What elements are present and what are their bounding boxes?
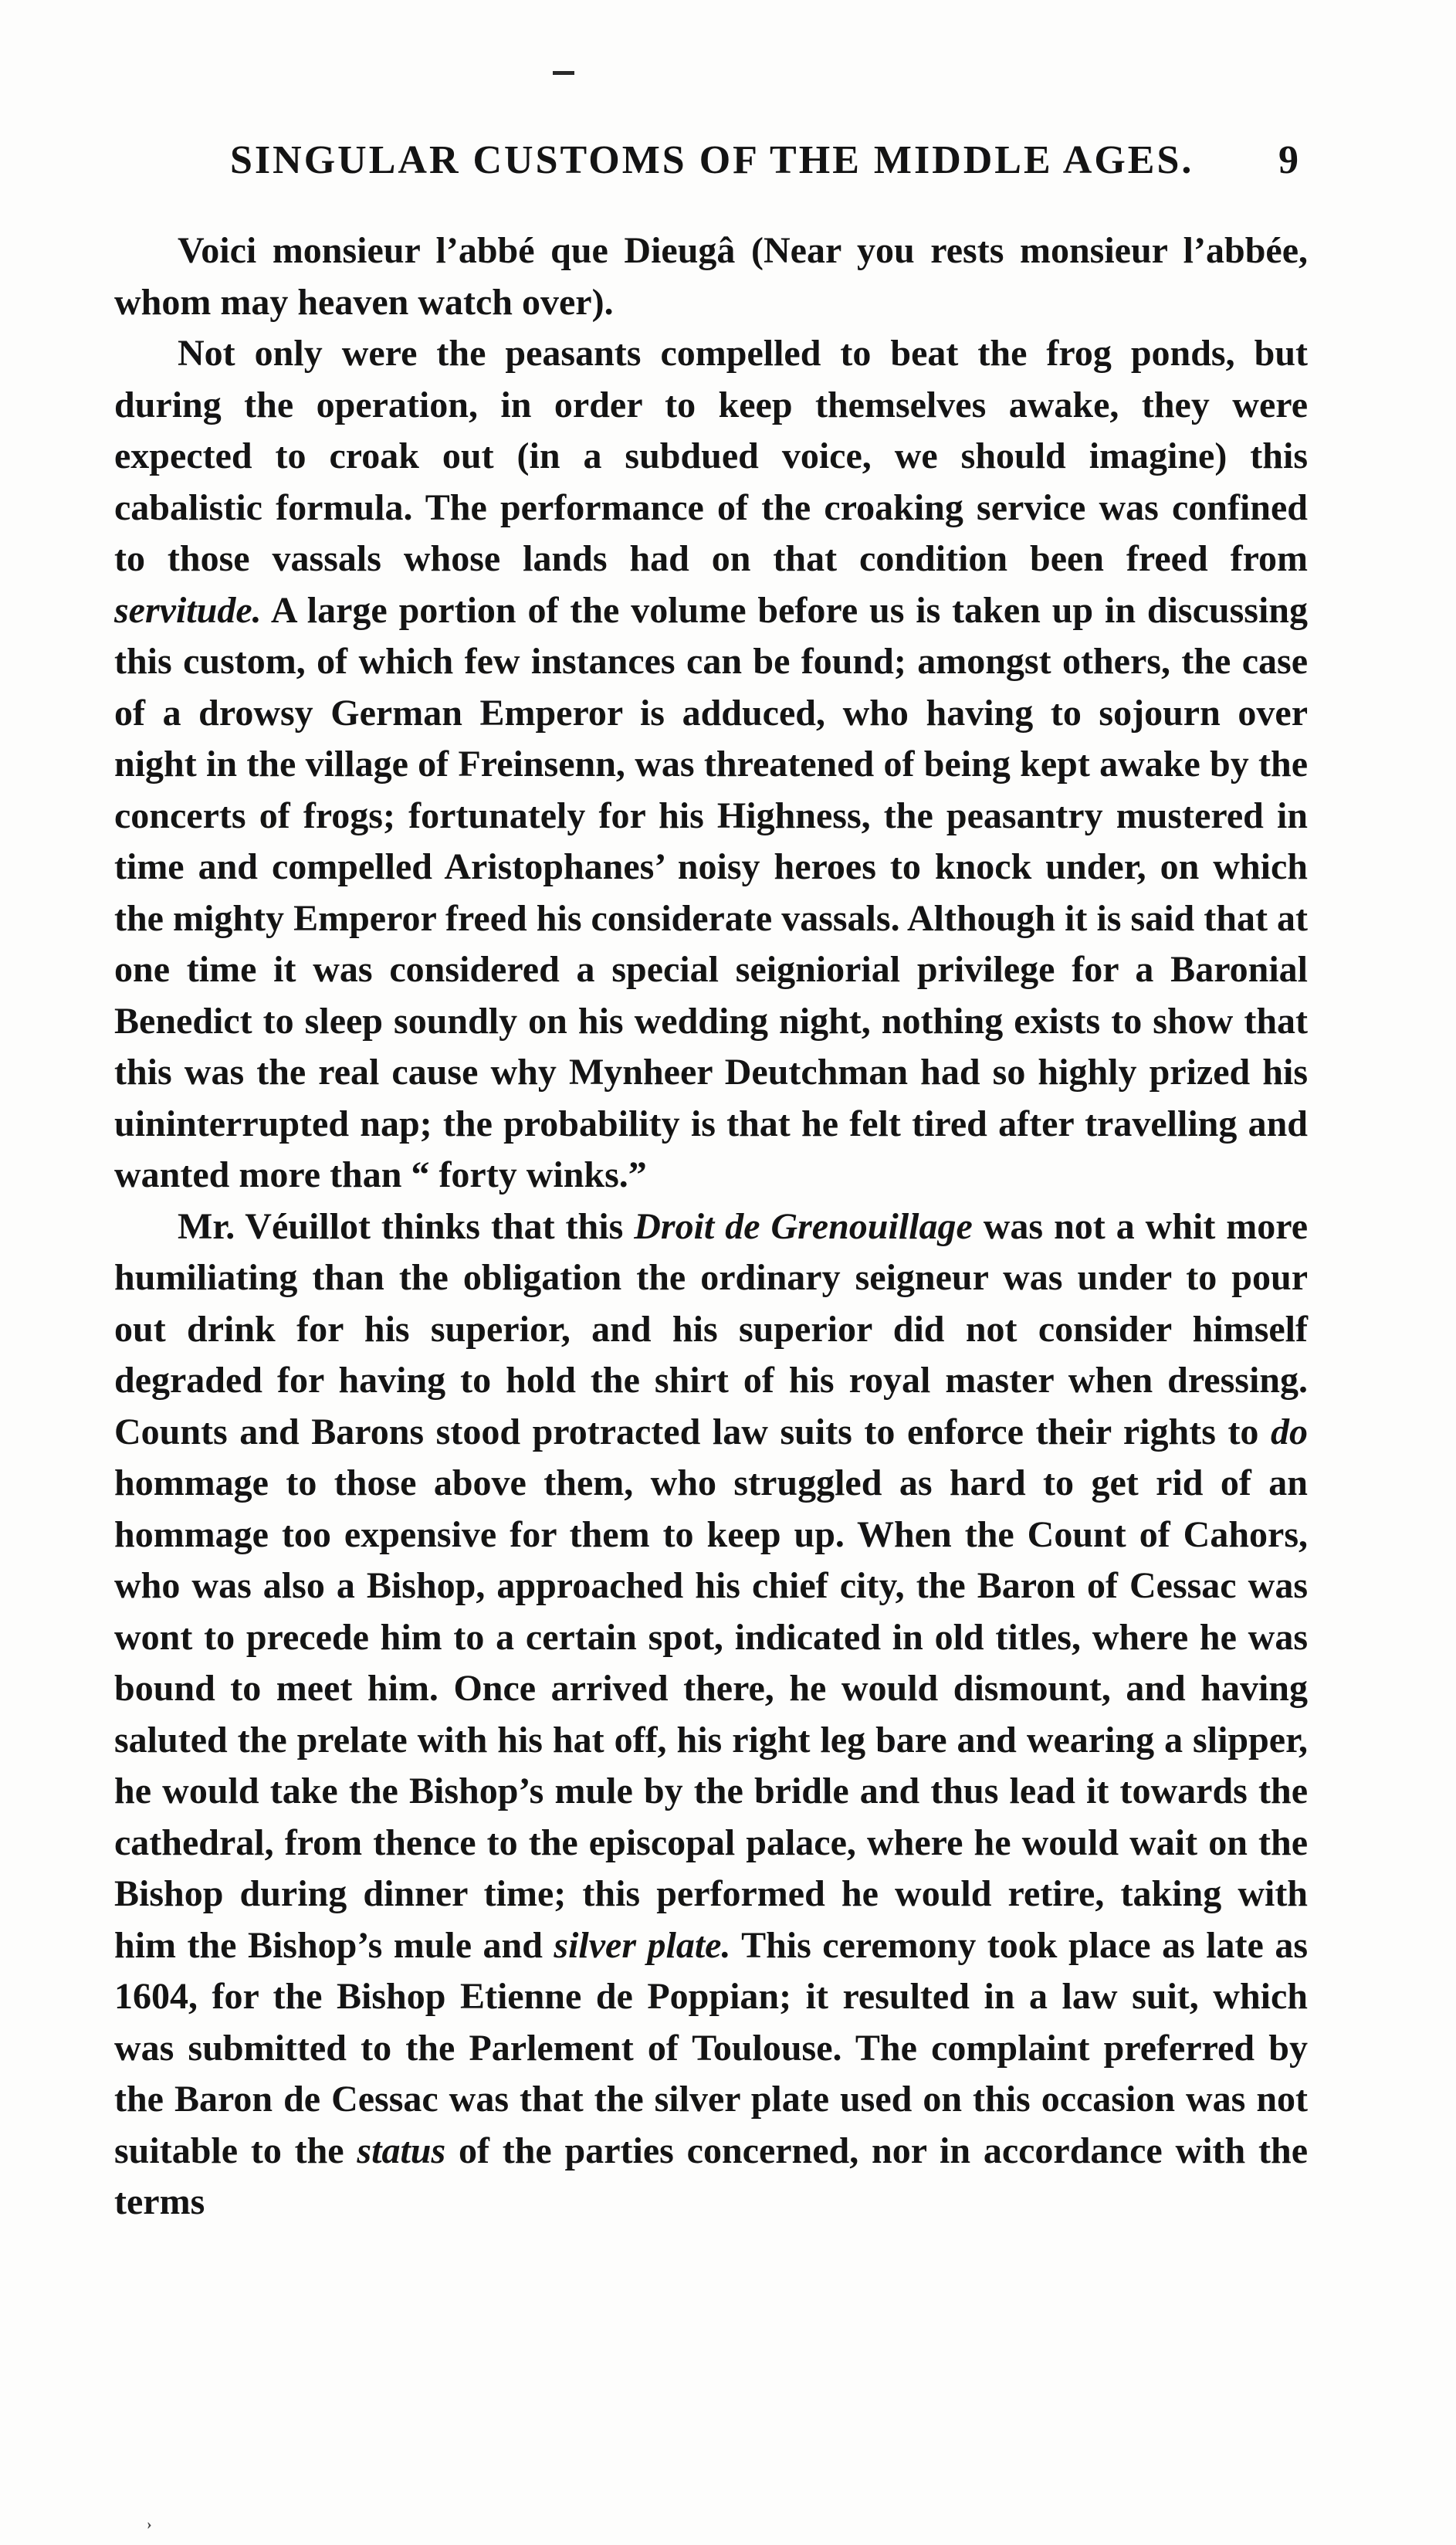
text-run: Mr. Véuillot thinks that this: [178, 1205, 635, 1247]
text-run: Not only were the peasants compelled to beat the frog ponds, but during the operation, in order to keep themselves awake, they were expected to croak out (in a subdued voice, we should imagine) this cabalistic formula. The performance of the croaking service was confined to those vassals whose lands had on that condition been freed from: [114, 333, 1308, 579]
italic-text-run: do: [1271, 1411, 1308, 1452]
text-run: of the parties concerned, nor in accordance with the terms: [114, 2130, 1309, 2222]
bottom-mark: ›: [147, 2516, 152, 2533]
running-head-title: SINGULAR CUSTOMS OF THE MIDDLE AGES.: [230, 138, 1194, 182]
top-dash-mark: [553, 71, 574, 75]
paragraph: [114, 328, 1308, 1201]
text-run: Voici monsieur l’abbé que Dieugâ (Near you rests monsieur l’abbée, whom may heaven watch over).: [114, 230, 1308, 323]
italic-text-run: status: [357, 2130, 446, 2171]
paragraph: [114, 1201, 1308, 2228]
text-run: A large portion of the volume before us is taken up in discussing this custom, of which few instances can be found; amongst others, the case of a drowsy German Emperor is adduced, who having to sojourn over night in the village of Freinsenn, was threatened of being kept awake by the concerts of frogs; fortunately for his Highness, the peasantry mustered in time and compelled Aristophanes’ noisy heroes to knock under, on which the mighty Emperor freed his considerate vassals. Although it is said that at one time it was considered a special seigniorial privilege for a Baronial Benedict to sleep soundly on his wedding night, nothing exists to show that this was the real cause why Mynheer Deutchman had so highly prized his uininterrupted nap; the probability is that he felt tired after travelling and wanted more than “ forty winks.”: [114, 589, 1308, 1195]
text-run: This ceremony took place as late as 1604, for the Bishop Etienne de Poppian; it resulted in a law suit, which was submitted to the Parlement of Toulouse. The complaint preferred by the Baron de Cessac was that the silver plate used on this occasion was not suitable to the: [114, 1924, 1308, 2171]
italic-text-run: silver plate.: [554, 1924, 731, 1966]
italic-text-run: servitude.: [114, 589, 262, 631]
body-text: [114, 225, 1308, 2228]
text-run: was not a whit more humiliating than the obligation the ordinary seigneur was under to pour out drink for his superior, and his superior did not consider himself degraded for having to hold the shirt of his royal master when dressing. Counts and Barons stood protracted law suits to enforce their rights to: [114, 1205, 1309, 1452]
paragraph: [114, 225, 1308, 328]
text-run: hommage to those above them, who struggled as hard to get rid of an hommage too expensive for them to keep up. When the Count of Cahors, who was also a Bishop, approached his chief city, the Baron of Cessac was wont to precede him to a certain spot, indicated in old titles, where he was bound to meet him. Once arrived there, he would dismount, and having saluted the prelate with his hat off, his right leg bare and wearing a slipper, he would take the Bishop’s mule by the bridle and thus lead it towards the cathedral, from thence to the episcopal palace, where he would wait on the Bishop during dinner time; this performed he would retire, taking with him the Bishop’s mule and: [114, 1462, 1308, 1966]
italic-text-run: Droit de Grenouillage: [634, 1205, 973, 1247]
page-number: 9: [1278, 138, 1299, 182]
